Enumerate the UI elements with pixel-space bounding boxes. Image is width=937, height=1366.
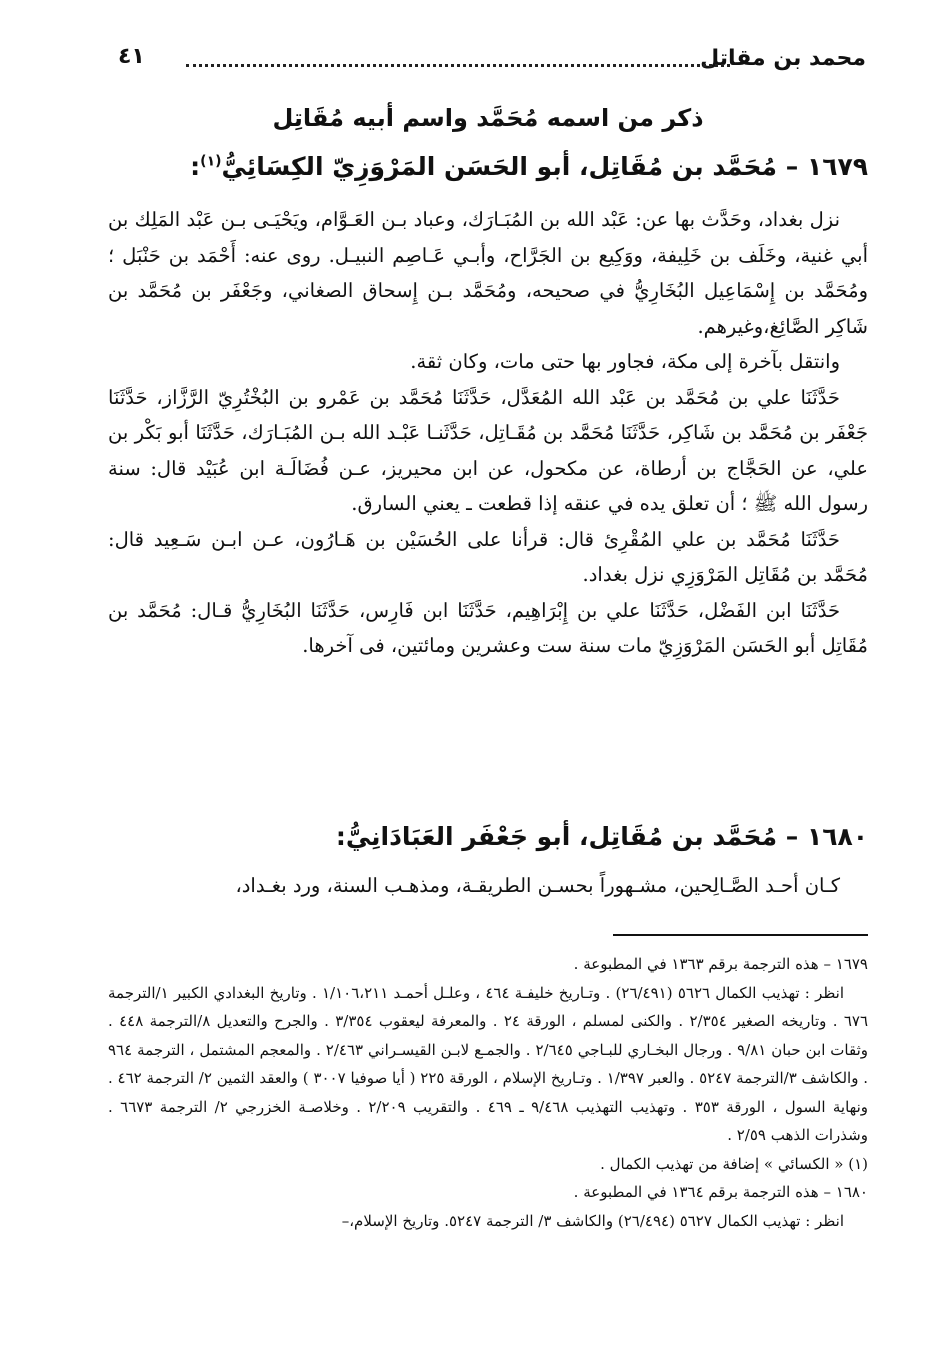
section-title: ذكر من اسمه مُحَمَّد واسم أبيه مُقَاتِل	[272, 104, 704, 132]
entry-1679-heading-text: ١٦٧٩ – مُحَمَّد بن مُقَاتِل، أبو الحَسَن المَرْوَزِيّ الكِسَائِيُّ	[221, 152, 868, 181]
footnote-separator	[613, 934, 868, 936]
entry-1679-heading	[108, 152, 868, 181]
paragraph: حَدَّثَنَا مُحَمَّد بن علي المُقْرِئ قال: قرأنا على الحُسَيْن بن هَـارُون، عـن ابـن سَـعِيد قال: مُحَمَّد بن مُقَاتِل المَرْوَزِي نزل بغداد.	[108, 527, 868, 586]
running-title: محمد بن مقاتل	[700, 46, 866, 71]
paragraph: نزل بغداد، وحَدَّث بها عن: عَبْد الله بن المُبَـارَك، وعباد بـن العَـوَّام، ويَحْيَـى بـن عَبْد المَلِك بن أبي غنية، وخَلَف بن خَلِيفة، ووَكِيع بن الجَرَّاح، وأبـي عَـاصِم النبيـل. روى عنه: أَحْمَد بن حَنْبَل ؛ ومُحَمَّد بن إِسْمَاعِيل البُخَارِيُّ في صحيحه، ومُحَمَّد بـن إِسحاق الصغاني، وجَعْفَر بن مُحَمَّد بن شَاكِر الصَّائِغ،وغيرهم.	[108, 208, 868, 338]
footnote: انظر : تهذيب الكمال ٥٦٢٧ (٢٦/٤٩٤) والكاشف ٣/ الترجمة ٥٢٤٧. وتاريخ الإسلام،–	[341, 1211, 844, 1230]
entry-1680-heading: ١٦٨٠ – مُحَمَّد بن مُقَاتِل، أبو جَعْفَر العَبَادَانِيُّ:	[335, 822, 868, 851]
page-content	[108, 30, 868, 1350]
page-number: ٤١	[118, 44, 145, 69]
footnotes	[108, 950, 868, 1235]
entry-1679-body	[108, 202, 868, 664]
paragraph: كـان أحـد الصَّـالِحين، مشـهوراً بحسـن الطريقـة، ومذهـب السنة، ورد بغـداد،	[235, 874, 840, 897]
paragraph: حَدَّثَنَا ابن الفَضْل، حَدَّثَنَا علي بن إِبْرَاهِيم، حَدَّثَنَا ابن فَارِس، حَدَّثَنَا البُخَارِيُّ قـال: مُحَمَّد بن مُقَاتِل أبو الحَسَن المَرْوَزِيّ مات سنة ست وعشرين ومائتين، فى آخرها.	[108, 598, 868, 657]
footnote: (١) « الكسائي » إضافة من تهذيب الكمال .	[600, 1154, 868, 1173]
paragraph: وانتقل بآخرة إلى مكة، فجاور بها حتى مات، وكان ثقة.	[410, 350, 840, 373]
running-header	[108, 40, 868, 80]
entry-1680-body	[108, 868, 868, 904]
entry-1679-heading-colon: :	[190, 152, 201, 181]
header-dot-leader	[186, 64, 730, 67]
footnote: ١٦٨٠ – هذه الترجمة برقم ١٣٦٤ في المطبوعة .	[573, 1183, 868, 1201]
footnote: ١٦٧٩ – هذه الترجمة برقم ١٣٦٣ في المطبوعة .	[573, 955, 868, 973]
footnote: انظر : تهذيب الكمال ٥٦٢٦ (٢٦/٤٩١) . وتـاريخ خليفـة ٤٦٤ ، وعلـل أحمـد ١/١٠٦،٢١١ . وتاريخ البغدادي الكبير ١/الترجمة ٦٧٦ . وتاريخه الصغير ٢/٣٥٤ . والكنى لمسلم ، الورقة ٢٤ . والمعرفة ليعقوب ٣/٣٥٤ . والجرح والتعديل ٨/الترجمة ٤٤٨ . وثقات ابن حبان ٩/٨١ . ورجال البخـاري للبـاجي ٢/٦٤٥ . والجمـع لابـن القيسـراني ٢/٤٦٣ . والمعجم المشتمل ، الترجمة ٩٦٤ . والكاشف ٣/الترجمة ٥٢٤٧ . والعبر ١/٣٩٧ . وتـاريخ الإسلام ، الورقة ٢٢٥ ( أيا صوفيا ٣٠٠٧ ) والعقد الثمين ٢/ الترجمة ٤٦٢ . ونهاية السول ، الورقة ٣٥٣ . وتهذيب التهذيب ٩/٤٦٨ ـ ٤٦٩ . والتقريب ٢/٢٠٩ . وخلاصـة الخزرجي ٢/ الترجمة ٦٦٧٣ . وشذرات الذهب ٢/٥٩ .	[108, 983, 869, 1144]
footnote-ref-1: (١)	[200, 153, 222, 170]
paragraph: حَدَّثَنَا علي بن مُحَمَّد بن عَبْد الله المُعَدَّل، حَدَّثَنَا مُحَمَّد بن عَمْرو بن البُخْتُرِيّ الرَّزَّاز، حَدَّثَنَا جَعْفَر بن مُحَمَّد بن شَاكِر، حَدَّثَنَا مُحَمَّد بن مُقَـاتِل، حَدَّثَنـا عَبْـد الله بـن المُبَـارَك، حَدَّثَنَا أبو بَكْر بن علي، عن الحَجَّاج بن أرطاة، عن مكحول، عن ابن محيريز، عـن فُضَالَـة ابن عُبَيْد قال: سنة رسول الله ﷺ ؛ أن تعلق يده في عنقه إذا قطعت ـ يعني السارق.	[108, 385, 868, 515]
